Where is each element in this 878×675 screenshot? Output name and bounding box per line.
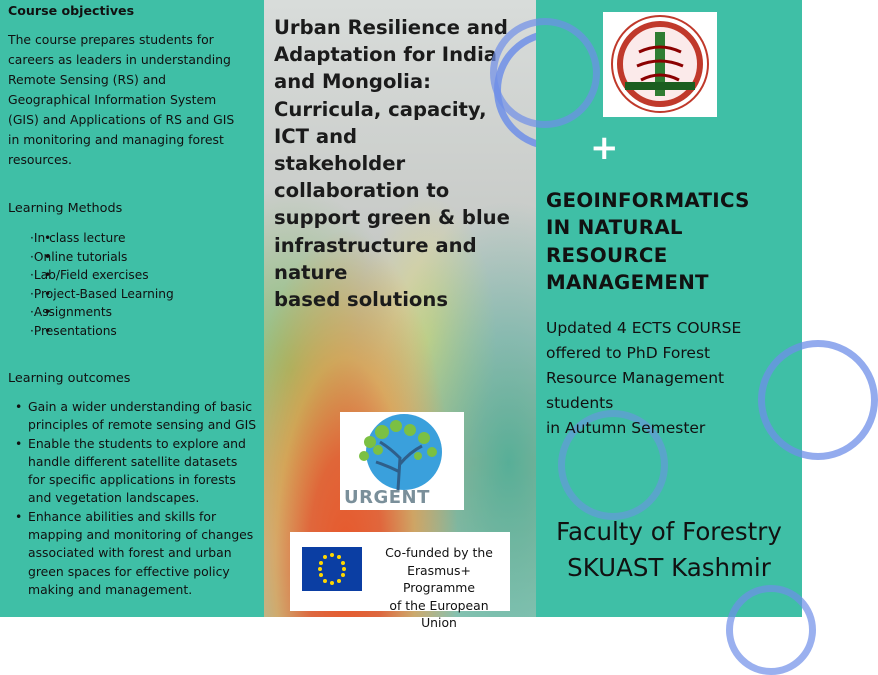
list-item: • Gain a wider understanding of basic principles of remote sensing and GIS — [28, 398, 264, 435]
urgent-logo-text: URGENT — [344, 487, 430, 508]
tree-icon — [340, 412, 464, 492]
list-item: • ·Online tutorials — [30, 248, 174, 267]
eu-flag-icon — [302, 547, 362, 591]
methods-list — [0, 229, 174, 340]
course-details: Updated 4 ECTS COURSE offered to PhD Forest Resource Management students in Autumn Semester — [546, 319, 742, 437]
cofunded-text: Co-funded by the Erasmus+ Programme of the European Union — [385, 545, 493, 630]
objectives-text: The course prepares students for careers as leaders in understanding Remote Sensing (RS) and Geographical Information System (GIS) and Applications of RS and GIS in monitoring and managing forest resources. — [8, 32, 235, 167]
plus-icon: + — [590, 128, 619, 168]
university-seal-icon — [603, 12, 717, 117]
list-item: • ·Project-Based Learning — [30, 285, 174, 304]
university-seal — [603, 12, 717, 117]
outcomes-heading: Learning outcomes — [8, 371, 131, 386]
project-title: Urban Resilience and Adaptation for India and Mongolia: Curricula, capacity, ICT and stakeholder collaboration to support green & blue infrastructure and nature based solutions — [274, 16, 510, 312]
list-item: • ·Assignments — [30, 303, 174, 322]
decorative-ring — [490, 18, 600, 128]
objectives-heading: Course objectives — [8, 3, 135, 18]
list-item: • ·In class lecture — [30, 229, 174, 248]
erasmus-cofunded-badge — [290, 532, 510, 630]
outcomes-list — [0, 398, 264, 599]
urgent-logo — [340, 412, 464, 510]
list-item: • ·Presentations — [30, 322, 174, 341]
list-item: • Enhance abilities and skills for mapping and monitoring of changes associated with forest and urban green spaces for effective policy making and management. — [28, 508, 264, 599]
decorative-ring — [726, 585, 816, 675]
course-title: GEOINFORMATICS IN NATURAL RESOURCE MANAGEMENT — [546, 189, 750, 295]
faculty-name: Faculty of Forestry SKUAST Kashmir — [556, 517, 782, 582]
methods-heading: Learning Methods — [8, 201, 123, 216]
list-item: • ·Lab/Field exercises — [30, 266, 174, 285]
list-item: • Enable the students to explore and handle different satellite datasets for specific applications in forests and vegetation landscapes. — [28, 435, 264, 508]
left-panel — [0, 0, 264, 617]
right-panel — [536, 0, 802, 617]
